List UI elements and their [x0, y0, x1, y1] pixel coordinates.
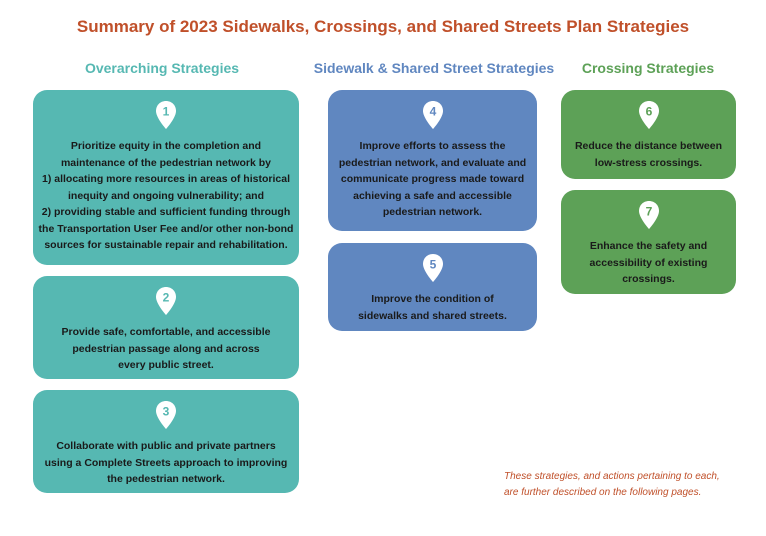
strategy-card-6 — [561, 90, 736, 179]
strategy-text: Enhance the safety and accessibility of existing crossings. — [589, 240, 708, 285]
strategy-number: 5 — [429, 257, 436, 272]
strategy-text: Improve efforts to assess the pedestrian network, and evaluate and communicate progress made toward achieving a safe and accessible pedestrian network. — [338, 140, 527, 218]
map-pin-icon — [638, 100, 660, 130]
strategy-text: Reduce the distance between low-stress crossings. — [574, 140, 723, 169]
strategy-number: 6 — [645, 104, 652, 119]
map-pin-icon — [155, 286, 177, 316]
strategy-card-5 — [328, 243, 537, 331]
strategy-text: Improve the condition of sidewalks and shared streets. — [358, 293, 507, 322]
map-pin-icon — [155, 100, 177, 130]
strategy-card-4 — [328, 90, 537, 231]
map-pin-icon — [422, 253, 444, 283]
strategy-card-7 — [561, 190, 736, 294]
column-heading-overarching: Overarching Strategies — [84, 60, 240, 76]
map-pin-icon — [422, 100, 444, 130]
column-heading-sidewalk: Sidewalk & Shared Street Strategies — [313, 60, 555, 76]
strategy-card-3 — [33, 390, 299, 493]
strategy-number: 3 — [162, 404, 170, 419]
strategy-number: 2 — [162, 290, 170, 305]
map-pin-icon — [638, 200, 660, 230]
strategy-card-1 — [33, 90, 299, 265]
strategy-text: Provide safe, comfortable, and accessible pedestrian passage along and across every public street. — [61, 326, 271, 371]
strategy-number: 7 — [645, 204, 652, 219]
strategy-text: Prioritize equity in the completion and maintenance of the pedestrian network by 1) allocating more resources in areas of historical inequity and ongoing vulnerability; and 2) providing stable and sufficient funding through the Transportation User Fee and/or other non-bond sources for sustainable repair and rehabilitation. — [38, 140, 294, 251]
footnote: These strategies, and actions pertaining to each, are further described on the following pages. — [504, 471, 720, 498]
map-pin-icon — [155, 400, 177, 430]
strategy-number: 4 — [429, 104, 436, 119]
strategy-card-2 — [33, 276, 299, 379]
column-heading-crossing: Crossing Strategies — [581, 60, 715, 76]
strategy-number: 1 — [162, 104, 170, 119]
strategy-text: Collaborate with public and private partners using a Complete Streets approach to improving the pedestrian network. — [44, 440, 288, 485]
page-title: Summary of 2023 Sidewalks, Crossings, and Shared Streets Plan Strategies — [76, 17, 690, 36]
